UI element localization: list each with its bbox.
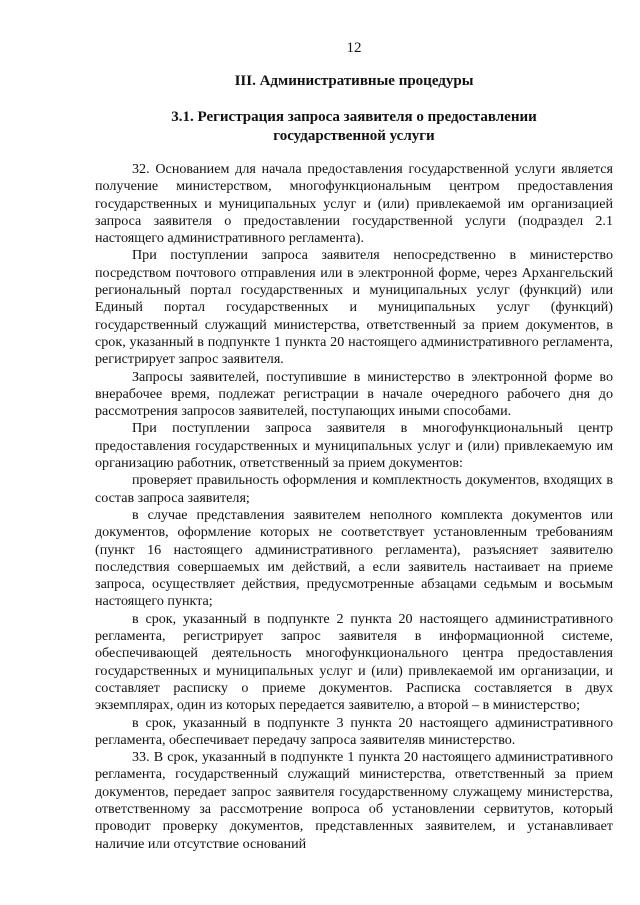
paragraph: При поступлении запроса заявителя в многофункциональный центр предоставления государственных и муниципальных услуг и (или) привлекаемую им организацию работник, ответственный за прием документов: [95,420,613,472]
document-body [95,161,613,853]
paragraph: в случае представления заявителем неполного комплекта документов или документов, оформление которых не соответствует установленным требованиям (пункт 16 настоящего административного регламента), разъясняет заявителю последствия совершаемых им действий, а если заявитель настаивает на приеме запроса, осуществляет действия, предусмотренные абзацами седьмым и восьмым настоящего пункта; [95,506,613,610]
page-number: 12 [346,40,362,56]
paragraph: проверяет правильность оформления и комплектность документов, входящих в состав запроса заявителя; [95,472,613,506]
paragraph-32: 32. Основанием для начала предоставления государственной услуги является получение министерством, многофункциональным центром предоставления государственных и муниципальных услуг и (или) привлекаемой им организацией запроса заявителя о предоставлении государственной услуги (подраздел 2.1 настоящего административного регламента). [95,161,613,247]
paragraph: Запросы заявителей, поступившие в министерство в электронной форме во внерабочее время, подлежат регистрации в начале очередного рабочего дня до рассмотрения запросов заявителей, поступающих иными способами. [95,368,613,420]
paragraph: в срок, указанный в подпункте 3 пункта 20 настоящего административного регламента, обеспечивает передачу запроса заявителяв министерство. [95,714,613,748]
paragraph-33: 33. В срок, указанный в подпункте 1 пункта 20 настоящего административного регламента, государственный служащий министерства, ответственный за прием документов, передает запрос заявителя государственному служащему министерства, ответственному за рассмотрение вопроса об установлении сервитутов, который проводит проверку документов, представленных заявителем, и устанавливает наличие или отсутствие оснований [95,749,613,852]
subsection-title: 3.1. Регистрация запроса заявителя о предоставлении государственной услуги [171,109,537,144]
paragraph: в срок, указанный в подпункте 2 пункта 20 настоящего административного регламента, регистрирует запрос заявителя в информационной системе, обеспечивающей деятельность многофункционального центра предоставления государственных и муниципальных услуг и (или) привлекаемой им организации, и составляет расписку о приеме документов. Расписка составляется в двух экземплярах, один из которых передается заявителю, а второй – в министерство; [95,610,613,714]
section-title: III. Административные процедуры [234,73,474,89]
paragraph: При поступлении запроса заявителя непосредственно в министерство посредством почтового отправления или в электронной форме, через Архангельский региональный портал государственных и муниципальных услуг (функций) или Единый портал государственных и муниципальных услуг (функций) государственный служащий министерства, ответственный за прием документов, в срок, указанный в подпункте 1 пункта 20 настоящего административного регламента, регистрирует запрос заявителя. [95,247,613,368]
